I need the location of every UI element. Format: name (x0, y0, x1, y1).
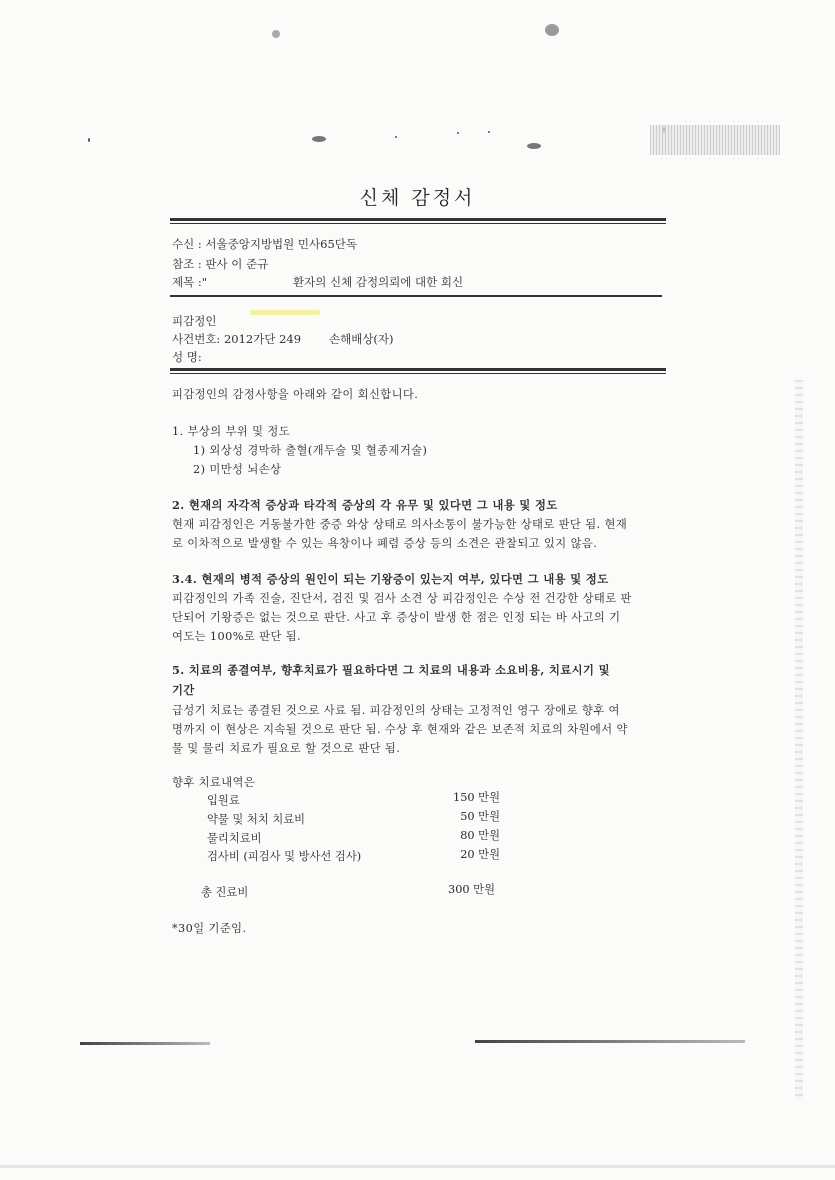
page-edge-artifact (795, 380, 803, 1100)
cost-item-label: 물리치료비 (207, 832, 262, 845)
case-number: 사건번호: 2012가단 249 (172, 332, 302, 346)
cost-item-label: 약물 및 처치 치료비 (207, 813, 306, 826)
section1-item: 1) 외상성 경막하 출혈(개두술 및 혈종제거술) (193, 444, 428, 457)
subject-label: 제목 :" (172, 275, 208, 289)
section2-heading: 2. 현재의 자각적 증상과 타각적 증상의 각 유무 및 있다면 그 내용 및 정도 (172, 498, 558, 512)
case-bottom-rule (170, 368, 666, 371)
section5-line: 명까지 이 현상은 지속될 것으로 판단 됨. 수상 후 현재와 같은 보존적 치료의 차원에서 약 (172, 723, 628, 736)
section3-line: 단되어 기왕증은 없는 것으로 판단. 사고 후 증상이 발생 한 점은 인정 되는 바 사고의 기 (172, 611, 621, 624)
document-title: 신체 감정서 (359, 187, 476, 209)
header-top-rule-thin (170, 223, 666, 224)
total-cost-label: 총 진료비 (201, 886, 249, 899)
cost-item-amount: 80 만원 (460, 829, 500, 842)
header-bottom-rule (170, 295, 662, 297)
section5-heading-cont: 기간 (172, 683, 195, 697)
scan-smudge (650, 125, 780, 155)
case-type: 손해배상(자) (329, 332, 394, 346)
costs-heading: 향후 치료내역은 (172, 776, 256, 789)
intro-text: 피감정인의 감정사항을 아래와 같이 회신합니다. (172, 388, 419, 401)
total-cost-amount: 300 만원 (448, 883, 495, 896)
cost-note: *30일 기준임. (172, 922, 247, 935)
footer-rule-left (80, 1042, 210, 1045)
case-bottom-rule-thin (170, 373, 666, 374)
section3-line: 여도는 100%로 판단 됨. (172, 630, 302, 643)
header-top-rule (170, 218, 666, 221)
highlighter-mark (250, 310, 320, 315)
cost-item-amount: 20 만원 (460, 848, 500, 861)
cost-item-amount: 150 만원 (453, 791, 500, 804)
section3-heading: 3.4. 현재의 병적 증상의 원인이 되는 기왕증이 있는지 여부, 있다면 그 내용 및 정도 (172, 572, 609, 586)
section1-item: 2) 미만성 뇌손상 (193, 463, 282, 476)
section2-line: 현재 피감정인은 거동불가한 중증 와상 상태로 의사소통이 불가능한 상태로 판단 됨. 현재 (172, 518, 628, 531)
cost-item-label: 입원료 (207, 794, 240, 807)
cost-item-label: 검사비 (피검사 및 방사선 검사) (207, 850, 362, 863)
section3-line: 피감정인의 가족 진술, 진단서, 검진 및 검사 소견 상 피감정인은 수상 전 건강한 상태로 판 (172, 592, 632, 605)
section5-heading: 5. 치료의 종결여부, 향후치료가 필요하다면 그 치료의 내용과 소요비용, 치료시기 및 (172, 663, 610, 677)
section1-heading: 1. 부상의 부위 및 정도 (172, 425, 291, 438)
footer-rule-right (475, 1040, 745, 1043)
subject-text: 환자의 신체 감정의뢰에 대한 회신 (293, 275, 464, 289)
recipient-line: 수신 : 서울중앙지방법원 민사65단독 (172, 237, 357, 251)
name-label: 성 명: (172, 350, 202, 364)
case-label: 피감정인 (172, 314, 217, 328)
cost-item-amount: 50 만원 (460, 810, 500, 823)
reference-line: 참조 : 판사 이 준규 (172, 257, 269, 271)
section5-line: 물 및 물리 치료가 필요로 할 것으로 판단 됨. (172, 742, 401, 755)
page-bottom-band (0, 1165, 835, 1168)
section2-line: 로 이차적으로 발생할 수 있는 욕창이나 폐렴 증상 등의 소견은 관찰되고 있지 않음. (172, 537, 598, 550)
section5-line: 급성기 치료는 종결된 것으로 사료 됨. 피감정인의 상태는 고정적인 영구 장애로 향후 여 (172, 704, 620, 717)
